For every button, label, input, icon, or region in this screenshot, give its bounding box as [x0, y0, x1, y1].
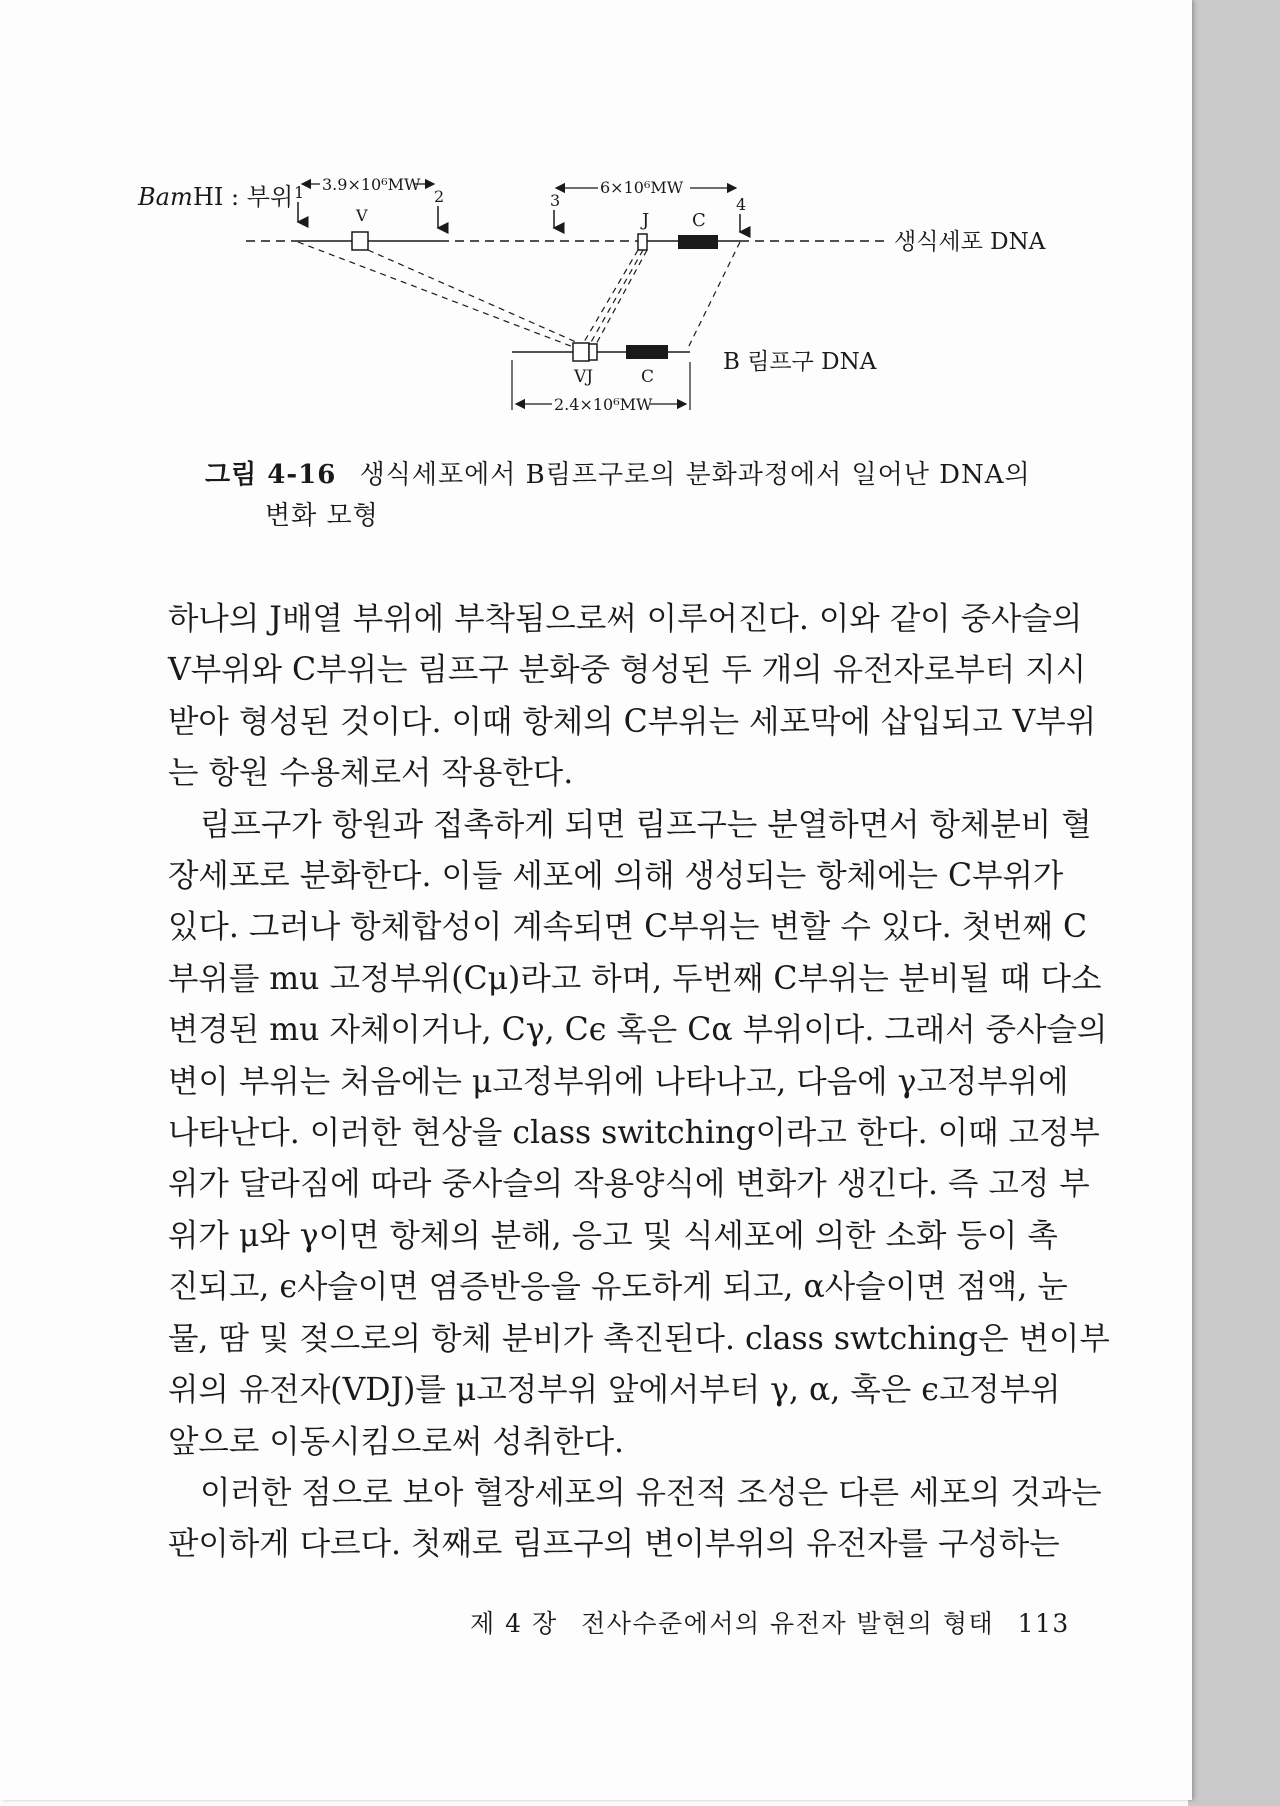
body-line: 변경된 mu 자체이거나, Cγ, Cϵ 혹은 Cα 부위이다. 그래서 중사슬의	[168, 1012, 1108, 1049]
body-line: 앞으로 이동시킴으로써 성취한다.	[168, 1423, 625, 1460]
body-line: V부위와 C부위는 림프구 분화중 형성된 두 개의 유전자로부터 지시	[168, 652, 1087, 689]
germline-j-label: J	[642, 210, 650, 231]
body-line: 부위를 mu 고정부위(Cμ)라고 하며, 두번째 C부위는 분비될 때 다소	[168, 960, 1102, 997]
body-line: 위가 μ와 γ이면 항체의 분해, 응고 및 식세포에 의한 소화 등이 촉	[168, 1217, 1058, 1254]
distance-bottom-label: 2.4×10⁶MW	[554, 395, 653, 414]
b-dna-label: B 림프구 DNA	[723, 349, 877, 375]
germline-dna-label: 생식세포 DNA	[894, 229, 1046, 255]
body-line: 하나의 J배열 부위에 부착됨으로써 이루어진다. 이와 같이 중사슬의	[168, 601, 1083, 637]
distance-3-4-label: 6×10⁶MW	[600, 178, 684, 197]
site-label-3: 3	[550, 191, 561, 210]
body-line: 변이 부위는 처음에는 μ고정부위에 나타나고, 다음에 γ고정부위에	[168, 1063, 1069, 1100]
connector-j-middle	[590, 250, 643, 344]
connector-j-right	[594, 250, 647, 348]
body-line: 받아 형성된 것이다. 이때 항체의 C부위는 세포막에 삽입되고 V부위	[168, 703, 1097, 740]
body-line: 장세포로 분화한다. 이들 세포에 의해 생성되는 항체에는 C부위가	[168, 858, 1064, 895]
caption-text-line2: 변화 모형	[265, 501, 379, 531]
b-j-segment	[589, 344, 597, 360]
figure-caption	[205, 455, 1105, 537]
body-line: 이러한 점으로 보아 혈장세포의 유전적 조성은 다른 세포의 것과는	[200, 1474, 1102, 1511]
body-line: 있다. 그러나 항체합성이 계속되면 C부위는 변할 수 있다. 첫번째 C	[168, 909, 1088, 946]
body-line: 위가 달라짐에 따라 중사슬의 작용양식에 변화가 생긴다. 즉 고정 부	[168, 1166, 1090, 1203]
b-v-segment	[573, 343, 589, 361]
germline-c-segment	[678, 235, 718, 249]
site-label-1: 1	[294, 183, 305, 202]
body-line: 나타난다. 이러한 현상을 class switching이라고 한다. 이때 고정부	[168, 1115, 1100, 1152]
body-text	[168, 594, 1110, 1571]
germline-j-segment	[638, 234, 647, 250]
germline-c-label: C	[692, 210, 706, 231]
germline-v-label: V	[356, 206, 368, 225]
body-line: 림프구가 항원과 접촉하게 되면 림프구는 분열하면서 항체분비 혈	[200, 806, 1092, 843]
site-label-4: 4	[736, 195, 747, 214]
connector-v	[368, 250, 576, 342]
dna-rearrangement-figure	[0, 0, 1192, 440]
b-c-label: C	[641, 367, 655, 387]
footer-chapter: 제 4 장	[470, 1609, 558, 1638]
b-vj-label: VJ	[574, 367, 594, 387]
germline-v-segment	[352, 232, 368, 250]
connector-site1	[298, 242, 576, 348]
body-line: 판이하게 다르다. 첫째로 림프구의 변이부위의 유전자를 구성하는	[168, 1526, 1060, 1563]
body-line: 진되고, ϵ사슬이면 염증반응을 유도하게 되고, α사슬이면 점액, 눈	[168, 1269, 1068, 1306]
page-footer	[470, 1604, 1070, 1640]
enzyme-name-italic: Bam	[138, 183, 193, 211]
page-number: 113	[1017, 1609, 1070, 1638]
caption-text-line1: 생식세포에서 B림프구로의 분화과정에서 일어난 DNA의	[359, 460, 1031, 490]
caption-number: 그림 4-16	[205, 460, 337, 490]
connector-j-left	[584, 250, 638, 342]
book-edge	[1188, 0, 1280, 1806]
body-line: 는 항원 수용체로서 작용한다.	[168, 755, 574, 792]
b-c-segment	[626, 345, 668, 359]
site-label-2: 2	[434, 187, 445, 206]
connector-site4	[688, 242, 740, 348]
body-line: 위의 유전자(VDJ)를 μ고정부위 앞에서부터 γ, α, 혹은 ϵ고정부위	[168, 1372, 1061, 1409]
distance-1-2-label: 3.9×10⁶MW	[322, 175, 421, 194]
footer-title: 전사수준에서의 유전자 발현의 형태	[581, 1609, 995, 1638]
body-line: 물, 땀 및 젖으로의 항체 분비가 촉진된다. class swtching은 변이부	[168, 1320, 1110, 1357]
enzyme-site-label: HI : 부위	[193, 183, 294, 211]
